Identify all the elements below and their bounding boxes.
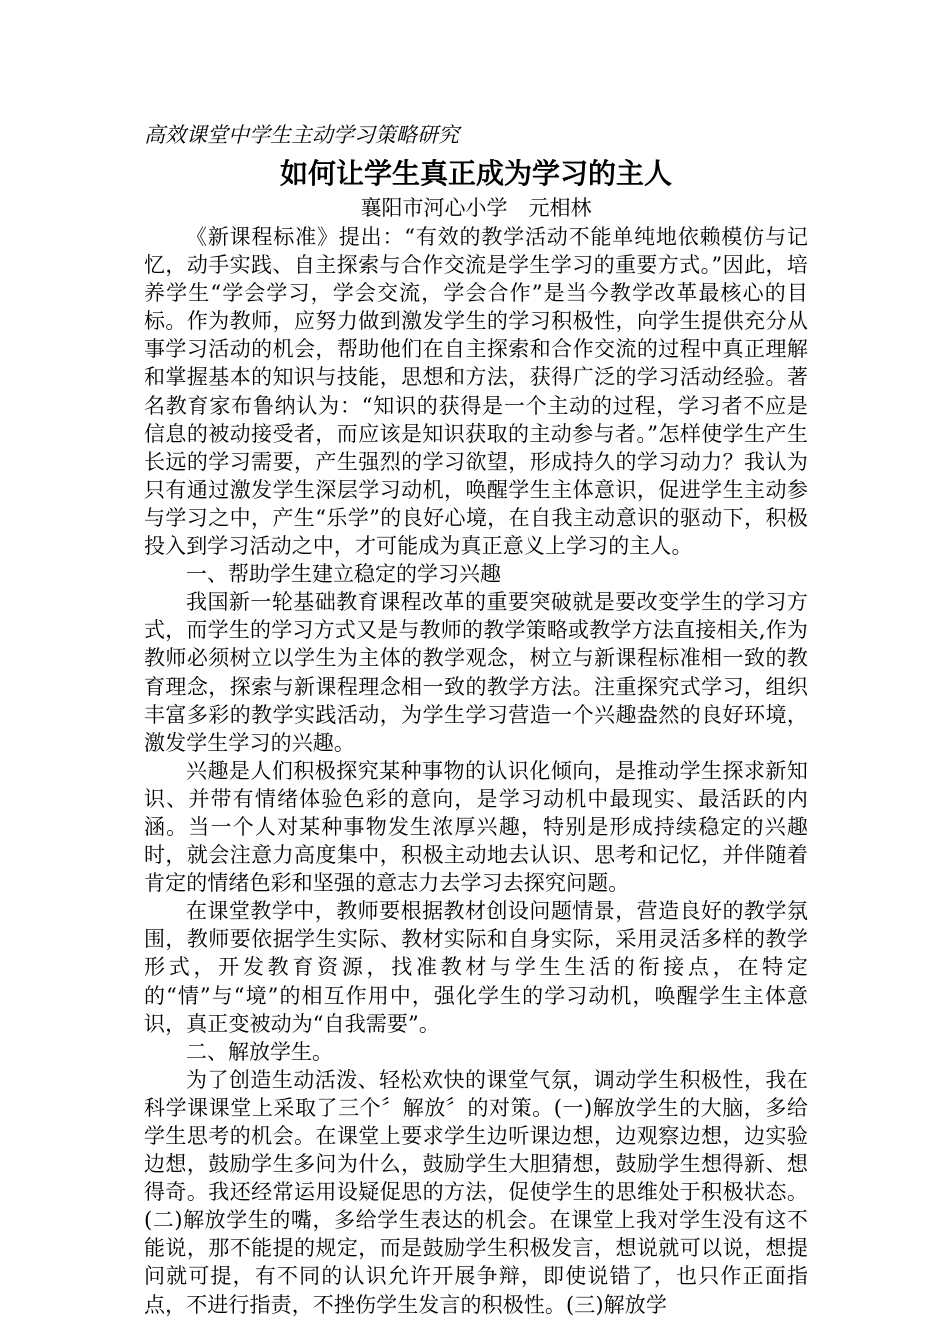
body-paragraph: 为了创造生动活泼、轻松欢快的课堂气氛，调动学生积极性，我在科学课课堂上采取了三个〞解放〞的对策。(一)解放学生的大脑，多给学生思考的机会。在课堂上要求学生边听课边想，边观察边想，边实验边想，鼓励学生多问为什么，鼓励学生大胆猜想，鼓励学生想得新、想得奇。我还经常运用设疑促思的方法，促使学生的思维处于积极状态。(二)解放学生的嘴，多给学生表达的机会。在课堂上我对学生没有这不能说，那不能提的规定，而是鼓励学生积极发言，想说就可以说，想提问就可提，有不同的认识允许开展争辩，即使说错了，也只作正面指点，不进行指责，不挫伤学生发言的积极性。(三)解放学: [144, 1067, 808, 1317]
section-heading-2: 二、解放学生。: [186, 1039, 333, 1064]
document-page: [144, 118, 808, 1319]
section-heading-1: 一、帮助学生建立稳定的学习兴趣: [186, 562, 501, 587]
body-paragraph: 兴趣是人们积极探究某种事物的认识化倾向，是推动学生探求新知识、并带有情绪体验色彩的意向，是学习动机中最现实、最活跃的内涵。当一个人对某种事物发生浓厚兴趣，特别是形成持续稳定的兴趣时，就会注意力高度集中，积极主动地去认识、思考和记忆，并伴随着肯定的情绪色彩和坚强的意志力去学习去探究问题。: [144, 758, 808, 896]
header-note: 高效课堂中学生主动学习策略研究: [144, 123, 459, 147]
intro-paragraph: 《新课程标准》提出：“有效的教学活动不能单纯地依赖模仿与记忆，动手实践、自主探索与合作交流是学生学习的重要方式。”因此，培养学生“学会学习，学会交流，学会合作”是当今教学改革最核心的目标。作为教师，应努力做到激发学生的学习积极性，向学生提供充分从事学习活动的机会，帮助他们在自主探索和合作交流的过程中真正理解和掌握基本的知识与技能，思想和方法，获得广泛的学习活动经验。著名教育家布鲁纳认为：“知识的获得是一个主动的过程，学习者不应是信息的被动接受者，而应该是知识获取的主动参与者。”怎样使学生产生长远的学习需要，产生强烈的学习欲望，形成持久的学习动力？我认为只有通过激发学生深层学习动机，唤醒学生主体意识，促进学生主动参与学习之中，产生“乐学”的良好心境，在自我主动意识的驱动下，积极投入到学习活动之中，才可能成为真正意义上学习的主人。: [144, 225, 808, 559]
body-paragraph: 在课堂教学中，教师要根据教材创设问题情景，营造良好的教学氛围，教师要依据学生实际、教材实际和自身实际，采用灵活多样的教学形式，开发教育资源，找准教材与学生生活的衔接点，在特定的“情”与“境”的相互作用中，强化学生的学习动机，唤醒学生主体意识，真正变被动为“自我需要”。: [144, 899, 808, 1036]
author-byline: 襄阳市河心小学 元相林: [360, 196, 592, 220]
body-paragraph: 我国新一轮基础教育课程改革的重要突破就是要改变学生的学习方式，而学生的学习方式又是与教师的教学策略或教学方法直接相关,作为教师必须树立以学生为主体的教学观念，树立与新课程标准相一致的教育理念，探索与新课程理念相一致的教学方法。注重探究式学习，组织丰富多彩的教学实践活动，为学生学习营造一个兴趣盎然的良好环境，激发学生学习的兴趣。: [144, 590, 808, 755]
document-title: 如何让学生真正成为学习的主人: [279, 157, 672, 190]
